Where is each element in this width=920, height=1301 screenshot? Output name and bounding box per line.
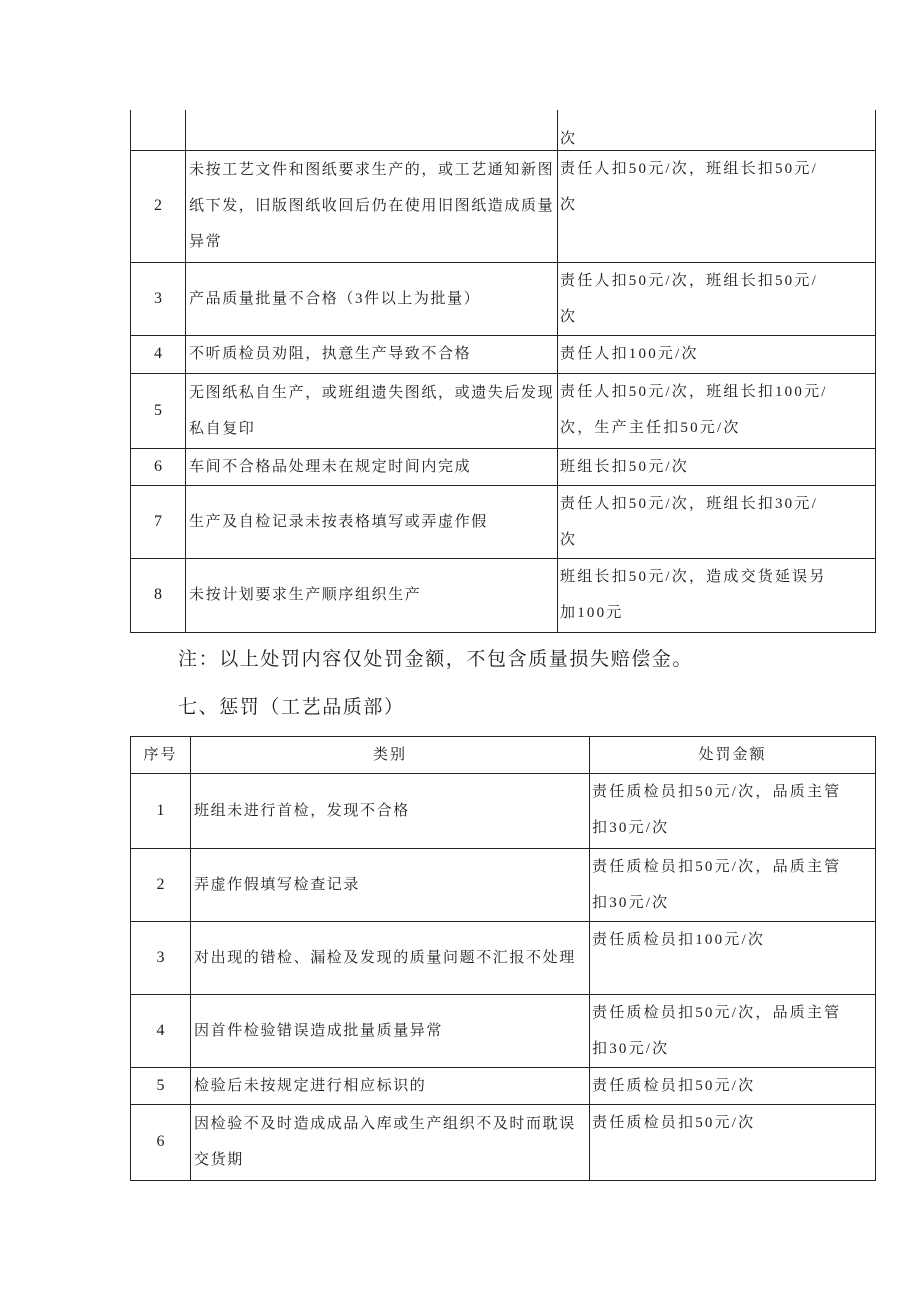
violation-description-cell: 生产及自检记录未按表格填写或弄虚作假 [186, 485, 558, 558]
production-penalty-table [130, 110, 876, 633]
violation-description-cell: 未按计划要求生产顺序组织生产 [186, 558, 558, 632]
table-row [131, 994, 876, 1067]
table-row [131, 921, 876, 994]
row-number-cell: 5 [131, 373, 186, 448]
header-cell-number: 序号 [131, 736, 191, 773]
row-number-cell: 4 [131, 335, 186, 373]
table-row [131, 848, 876, 921]
category-cell: 因检验不及时造成成品入库或生产组织不及时而耽误交货期 [191, 1104, 590, 1180]
violation-description-cell: 无图纸私自生产，或班组遗失图纸，或遗失后发现私自复印 [186, 373, 558, 448]
category-cell: 弄虚作假填写检查记录 [191, 848, 590, 921]
violation-description-cell: 车间不合格品处理未在规定时间内完成 [186, 448, 558, 485]
table-row [131, 1067, 876, 1104]
table-note: 注：以上处罚内容仅处罚金额，不包含质量损失赔偿金。 [178, 648, 694, 670]
table-row [131, 150, 876, 262]
header-cell-category: 类别 [191, 736, 590, 773]
row-number-cell [131, 110, 186, 150]
table-row [131, 110, 876, 150]
category-cell: 因首件检验错误造成批量质量异常 [191, 994, 590, 1067]
row-number-cell: 5 [131, 1067, 191, 1104]
table-row [131, 485, 876, 558]
row-number-cell: 2 [131, 150, 186, 262]
penalty-amount-cell: 责任质检员扣50元/次，品质主管扣30元/次 [590, 848, 876, 921]
header-cell-penalty: 处罚金额 [590, 736, 876, 773]
table-row [131, 373, 876, 448]
table-row [131, 1104, 876, 1180]
row-number-cell: 1 [131, 773, 191, 848]
category-cell: 对出现的错检、漏检及发现的质量问题不汇报不处理 [191, 921, 590, 994]
row-number-cell: 4 [131, 994, 191, 1067]
penalty-amount-cell: 责任人扣50元/次，班组长扣50元/次 [558, 262, 876, 335]
quality-dept-penalty-table [130, 736, 876, 1181]
category-cell: 检验后未按规定进行相应标识的 [191, 1067, 590, 1104]
row-number-cell: 8 [131, 558, 186, 632]
section-heading: 七、惩罚（工艺品质部） [178, 696, 405, 718]
penalty-amount-cell: 责任质检员扣50元/次 [590, 1104, 876, 1180]
category-cell: 班组未进行首检，发现不合格 [191, 773, 590, 848]
penalty-amount-cell: 责任人扣50元/次，班组长扣50元/次 [558, 150, 876, 262]
penalty-amount-cell: 班组长扣50元/次，造成交货延误另加100元 [558, 558, 876, 632]
row-number-cell: 3 [131, 921, 191, 994]
violation-description-cell: 产品质量批量不合格（3件以上为批量） [186, 262, 558, 335]
penalty-amount-cell: 责任质检员扣100元/次 [590, 921, 876, 994]
table-row [131, 335, 876, 373]
table-row [131, 558, 876, 632]
penalty-amount-cell: 责任人扣50元/次，班组长扣30元/次 [558, 485, 876, 558]
violation-description-cell: 不听质检员劝阻，执意生产导致不合格 [186, 335, 558, 373]
row-number-cell: 2 [131, 848, 191, 921]
penalty-amount-cell: 次 [558, 110, 876, 150]
violation-description-cell: 未按工艺文件和图纸要求生产的，或工艺通知新图纸下发，旧版图纸收回后仍在使用旧图纸造成质量异常 [186, 150, 558, 262]
row-number-cell: 6 [131, 1104, 191, 1180]
table-row [131, 773, 876, 848]
row-number-cell: 6 [131, 448, 186, 485]
table-header-row [131, 736, 876, 773]
row-number-cell: 7 [131, 485, 186, 558]
penalty-amount-cell: 责任人扣50元/次，班组长扣100元/次，生产主任扣50元/次 [558, 373, 876, 448]
table-row [131, 262, 876, 335]
penalty-amount-cell: 责任质检员扣50元/次，品质主管扣30元/次 [590, 994, 876, 1067]
penalty-amount-cell: 责任质检员扣50元/次，品质主管扣30元/次 [590, 773, 876, 848]
table-row [131, 448, 876, 485]
row-number-cell: 3 [131, 262, 186, 335]
penalty-amount-cell: 责任质检员扣50元/次 [590, 1067, 876, 1104]
penalty-amount-cell: 班组长扣50元/次 [558, 448, 876, 485]
violation-description-cell [186, 110, 558, 150]
penalty-amount-cell: 责任人扣100元/次 [558, 335, 876, 373]
